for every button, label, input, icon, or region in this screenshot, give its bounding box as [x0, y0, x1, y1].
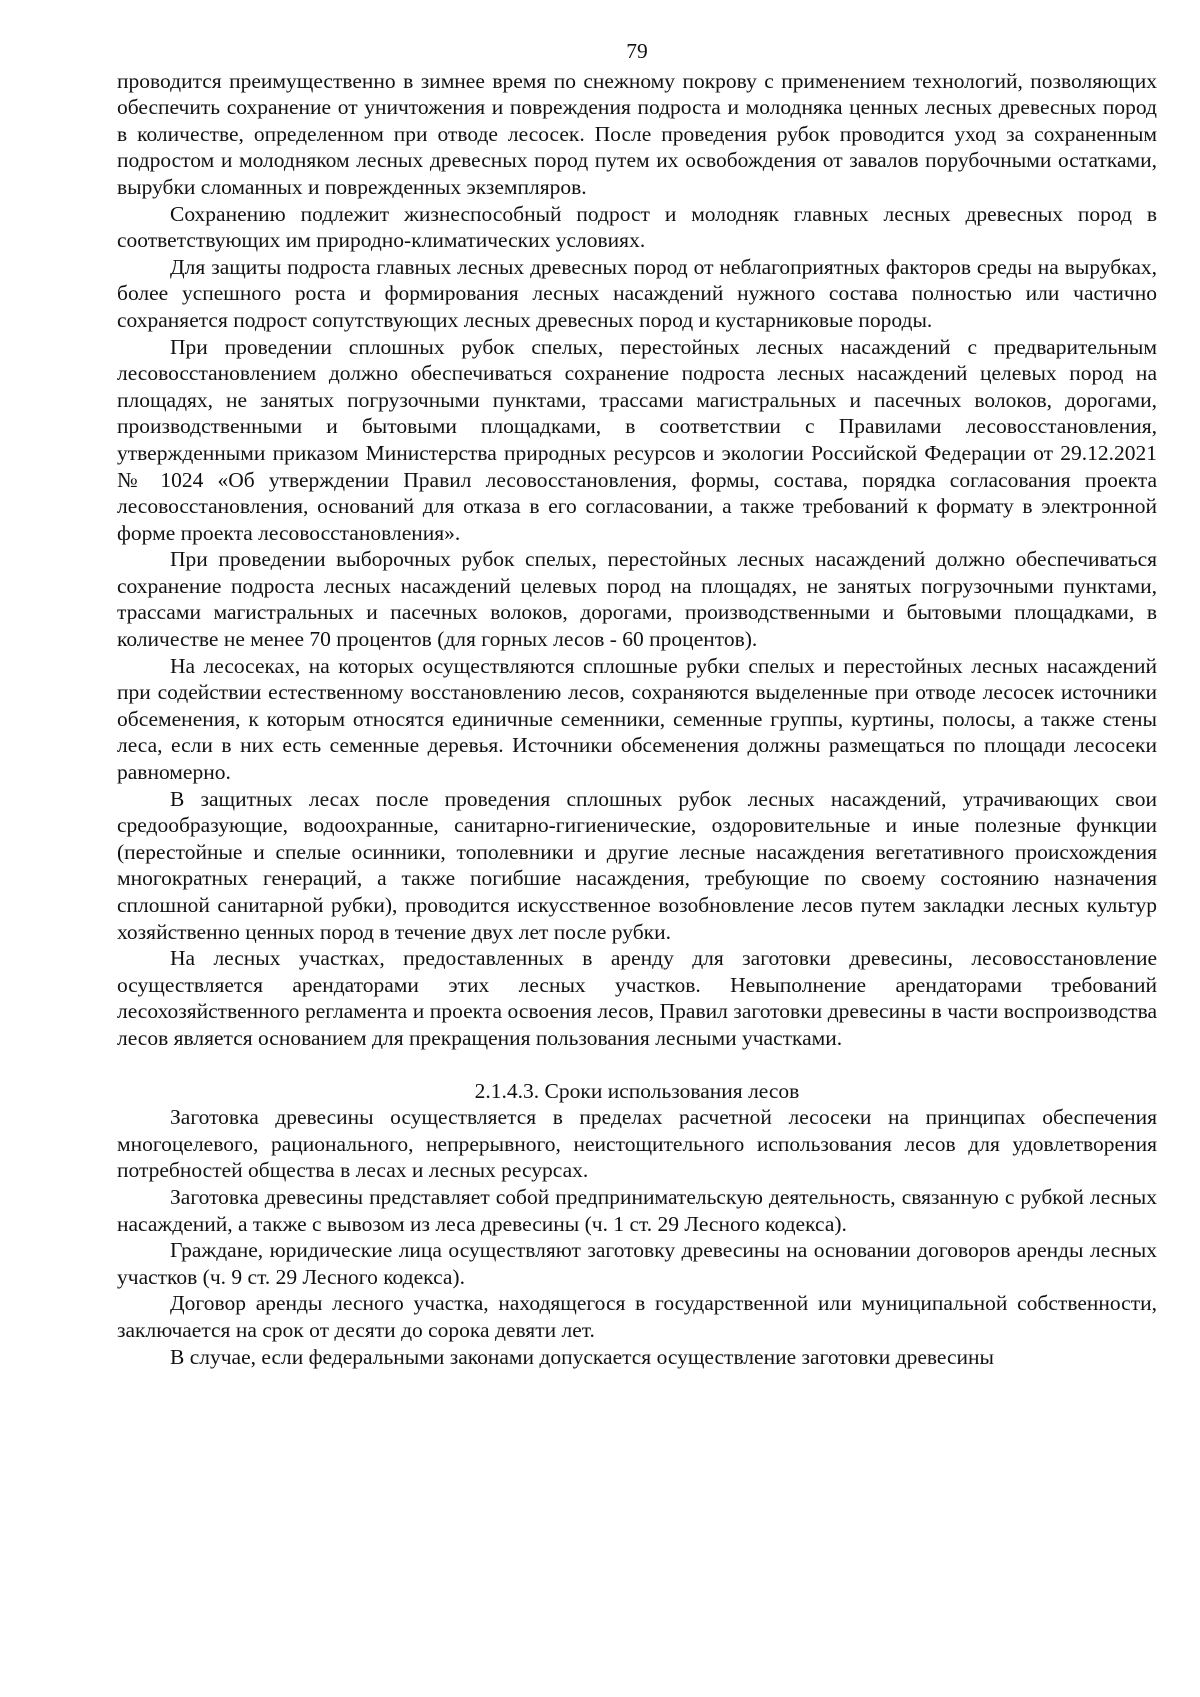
document-page — [117, 38, 1157, 1370]
paragraph-timber-harvesting: Заготовка древесины осуществляется в пределах расчетной лесосеки на принципах обеспечения многоцелевого, рационального, непрерывного, неистощительного использования лесов для удовлетворения потребностей общества в лесах и лесных ресурсах. — [117, 1105, 1157, 1183]
paragraph-business-activity: Заготовка древесины представляет собой предпринимательскую деятельность, связанную с рубкой лесных насаждений, а также с вывозом из леса древесины (ч. 1 ст. 29 Лесного кодекса). — [117, 1184, 1157, 1236]
paragraph-continuation: проводится преимущественно в зимнее время по снежному покрову с применением технологий, позволяющих обеспечить сохранение от уничтожения и повреждения подроста и молодняка ценных лесных древесных пород в количестве, определенном при отводе лесосек. После проведения рубок проводится уход за сохраненным подростом и молодняком лесных древесных пород путем их освобождения от завалов порубочными остатками, вырубки сломанных и поврежденных экземпляров. — [117, 68, 1157, 199]
paragraph-leased-plots: На лесных участках, предоставленных в аренду для заготовки древесины, лесовосстановление осуществляется арендаторами этих лесных участков. Невыполнение арендаторами требований лесохозяйственного регламента и проекта освоения лесов, Правил заготовки древесины в части воспроизводства лесов является основанием для прекращения пользования лесными участками. — [117, 946, 1157, 1050]
paragraph-lease-basis: Граждане, юридические лица осуществляют заготовку древесины на основании договоров аренды лесных участков (ч. 9 ст. 29 Лесного кодекса). — [117, 1238, 1157, 1289]
paragraph-undergrowth-preservation: Сохранению подлежит жизнеспособный подрост и молодняк главных лесных древесных пород в соответствующих им природно-климатических условиях. — [117, 201, 1157, 253]
paragraph-selective-cutting: При проведении выборочных рубок спелых, перестойных лесных насаждений должно обеспечиваться сохранение подроста лесных насаждений целевых пород на площадях, не занятых погрузочными пунктами, трассами магистральных и пасечных волоков, дорогами, производственными и бытовыми площадками, в количестве не менее 70 процентов (для горных лесов - 60 процентов). — [117, 547, 1157, 652]
page-number: 79 — [626, 39, 648, 63]
paragraph-seed-sources: На лесосеках, на которых осуществляются сплошные рубки спелых и перестойных лесных насаждений при содействии естественному восстановлению лесов, сохраняются выделенные при отводе лесосек источники обсеменения, к которым относятся единичные семенники, семенные группы, куртины, полосы, а также стены леса, если в них есть семенные деревья. Источники обсеменения должны размещаться по площади лесосеки равномерно. — [117, 653, 1157, 785]
paragraph-lease-term: Договор аренды лесного участка, находящегося в государственной или муниципальной собственности, заключается на срок от десяти до сорока девяти лет. — [117, 1291, 1157, 1342]
paragraph-clear-cutting: При проведении сплошных рубок спелых, перестойных лесных насаждений с предварительным лесовосстановлением должно обеспечиваться сохранение подроста лесных насаждений целевых пород на площадях, не занятых погрузочными пунктами, трассами магистральных и пасечных волоков, дорогами, производственными и бытовыми площадками, в соответствии с Правилами лесовосстановления, утвержденными приказом Министерства природных ресурсов и экологии Российской Федерации от 29.12.2021 № 1024 «Об утверждении Правил лесовосстановления, формы, состава, порядка согласования проекта лесовосстановления, оснований для отказа в его согласовании, а также требований к формату в электронной форме проекта лесовосстановления». — [117, 334, 1157, 545]
paragraph-protective-forests: В защитных лесах после проведения сплошных рубок лесных насаждений, утрачивающих свои средообразующие, водоохранные, санитарно-гигиенические, оздоровительные и иные полезные функции (перестойные и спелые осинники, тополевники и другие лесные насаждения вегетативного происхождения многократных генераций, а также погибшие насаждения, требующие по своему состоянию назначения сплошной санитарной рубки), проводится искусственное возобновление лесов путем закладки лесных культур хозяйственно ценных пород в течение двух лет после рубки. — [117, 786, 1157, 944]
section-heading: 2.1.4.3. Сроки использования лесов — [474, 1078, 800, 1103]
paragraph-undergrowth-protection: Для защиты подроста главных лесных древесных пород от неблагоприятных факторов среды на вырубках, более успешного роста и формирования лесных насаждений нужного состава полностью или частично сохраняется подрост сопутствующих лесных древесных пород и кустарниковые породы. — [117, 254, 1157, 332]
paragraph-federal-laws: В случае, если федеральными законами допускается осуществление заготовки древесины — [170, 1344, 994, 1369]
